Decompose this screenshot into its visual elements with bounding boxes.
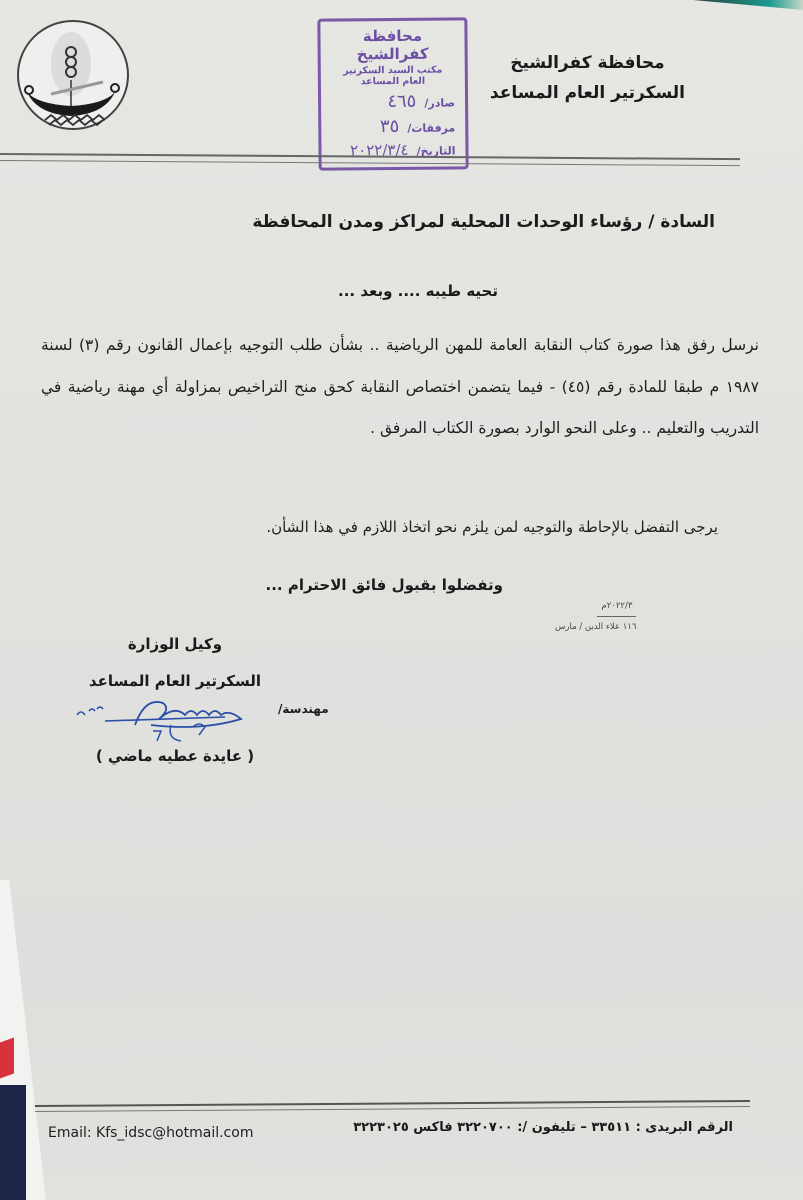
reference-code: ١١٦ علاء الدين / مارس [555, 622, 637, 632]
organization-header [490, 48, 685, 108]
footer-email: Email: Kfs_idsc@hotmail.com [48, 1125, 254, 1141]
underlying-flag-navy [0, 1085, 26, 1200]
addressee-line: السادة / رؤساء الوحدات المحلية لمراكز ومدن المحافظة [252, 212, 715, 232]
footer-contact: الرقم البريدى : ٣٣٥١١ – تليفون /: ٣٢٢٠٧٠٠ فاكس ٣٢٢٣٠٢٥ [353, 1120, 733, 1135]
stamp-date: ٢٠٢٢/٣/٤ [350, 140, 409, 160]
stamp-attachments-label: مرفقات/ [407, 121, 456, 135]
greeting-line: تحيه طيبه .... وبعد ... [338, 282, 498, 300]
reference-note [555, 596, 636, 637]
stamp-attachments-number: ٣٥ [379, 115, 400, 138]
stamp-date-label: التاريخ/ [416, 144, 456, 158]
outgoing-stamp [317, 17, 468, 170]
signer-prefix: مهندسة/ [278, 702, 329, 716]
handwritten-signature-icon [75, 695, 255, 747]
org-department: السكرتير العام المساعد [489, 83, 685, 103]
reference-date: ٢٠٢٢/٣م [597, 596, 636, 617]
underlying-flag-red [0, 1037, 14, 1078]
request-line: يرجى التفضل بالإحاطة والتوجيه لمن يلزم نحو اتخاذ اللازم في هذا الشأن. [266, 518, 718, 536]
signer-title-2: السكرتير العام المساعد [88, 672, 262, 690]
background-object [693, 0, 803, 10]
signer-title-1: وكيل الوزارة [127, 635, 223, 653]
body-paragraph: نرسل رفق هذا صورة كتاب النقابة العامة للمهن الرياضية .. بشأن طلب التوجيه بإعمال القانون رقم (٣) لسنة ١٩٨٧ م طبقا للمادة رقم (٤٥) - فيما يتضمن اختصاص النقابة كحق منح التراخيص بمزاولة أي مهنة رياضية في التدريب والتعليم .. وعلى النحو الوارد بصورة الكتاب المرفق . [41, 336, 759, 437]
stamp-outgoing-number: ٤٦٥ [387, 90, 417, 113]
signer-name: ( عايدة عطيه ماضي ) [95, 747, 255, 765]
footer-divider [35, 1100, 750, 1112]
letter-body [41, 325, 759, 450]
org-name: محافظة كفرالشيخ [510, 53, 665, 73]
governorate-logo-icon [17, 20, 129, 130]
stamp-outgoing-label: صادر/ [424, 96, 456, 110]
stamp-subtitle: مكتب السيد السكرتير العام المساعد [343, 64, 443, 88]
stamp-title: محافظة كفرالشيخ [356, 26, 429, 64]
closing-line: وتفضلوا بقبول فائق الاحترام ... [265, 576, 503, 594]
